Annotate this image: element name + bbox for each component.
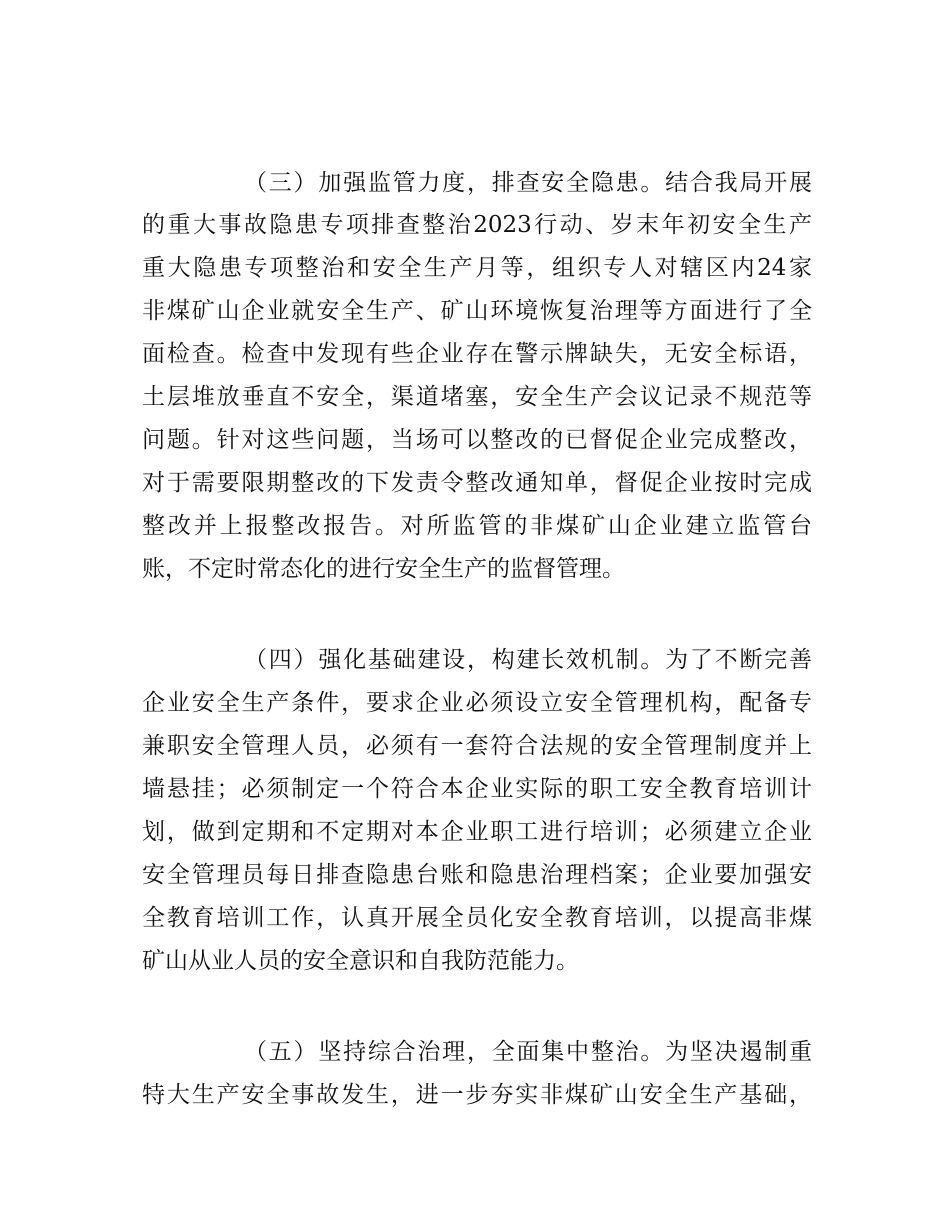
paragraph-3-line-9: 整改并上报整改报告。对所监管的非煤矿山企业建立监管台 xyxy=(142,513,812,539)
paragraph-3-line-6: 土层堆放垂直不安全，渠道堵塞，安全生产会议记录不规范等 xyxy=(142,384,812,410)
paragraph-4-line-2: 企业安全生产条件，要求企业必须设立安全管理机构，配备专 xyxy=(142,690,812,716)
paragraph-5-line-1: （五）坚持综合治理，全面集中整治。为坚决遏制重 xyxy=(244,1039,812,1065)
paragraph-3-line-1: （三）加强监管力度，排查安全隐患。结合我局开展 xyxy=(244,170,812,196)
paragraph-3-line-2: 的重大事故隐患专项排查整治2023行动、岁末年初安全生产 xyxy=(142,212,812,238)
paragraph-5-line-2: 特大生产安全事故发生，进一步夯实非煤矿山安全生产基础， xyxy=(142,1082,812,1108)
paragraph-3-line-3: 重大隐患专项整治和安全生产月等，组织专人对辖区内24家 xyxy=(142,255,812,281)
paragraph-4-line-1: （四）强化基础建设，构建长效机制。为了不断完善 xyxy=(244,647,812,673)
paragraph-3-line-7: 问题。针对这些问题，当场可以整改的已督促企业完成整改， xyxy=(142,427,812,453)
paragraph-4-line-8: 矿山从业人员的安全意识和自我防范能力。 xyxy=(142,948,579,974)
paragraph-4-line-5: 划，做到定期和不定期对本企业职工进行培训；必须建立企业 xyxy=(142,819,812,845)
paragraph-4-line-7: 全教育培训工作，认真开展全员化安全教育培训，以提高非煤 xyxy=(142,905,812,931)
paragraph-4-line-4: 墙悬挂；必须制定一个符合本企业实际的职工安全教育培训计 xyxy=(142,776,812,802)
paragraph-4-line-6: 安全管理员每日排查隐患台账和隐患治理档案；企业要加强安 xyxy=(142,862,812,888)
paragraph-4-line-3: 兼职安全管理人员，必须有一套符合法规的安全管理制度并上 xyxy=(142,733,812,759)
paragraph-3-line-4: 非煤矿山企业就安全生产、矿山环境恢复治理等方面进行了全 xyxy=(142,298,812,324)
paragraph-3-line-5: 面检查。检查中发现有些企业存在警示牌缺失，无安全标语， xyxy=(142,341,812,367)
paragraph-3-line-8: 对于需要限期整改的下发责令整改通知单，督促企业按时完成 xyxy=(142,470,812,496)
paragraph-3-line-10: 账，不定时常态化的进行安全生产的监督管理。 xyxy=(142,556,625,582)
